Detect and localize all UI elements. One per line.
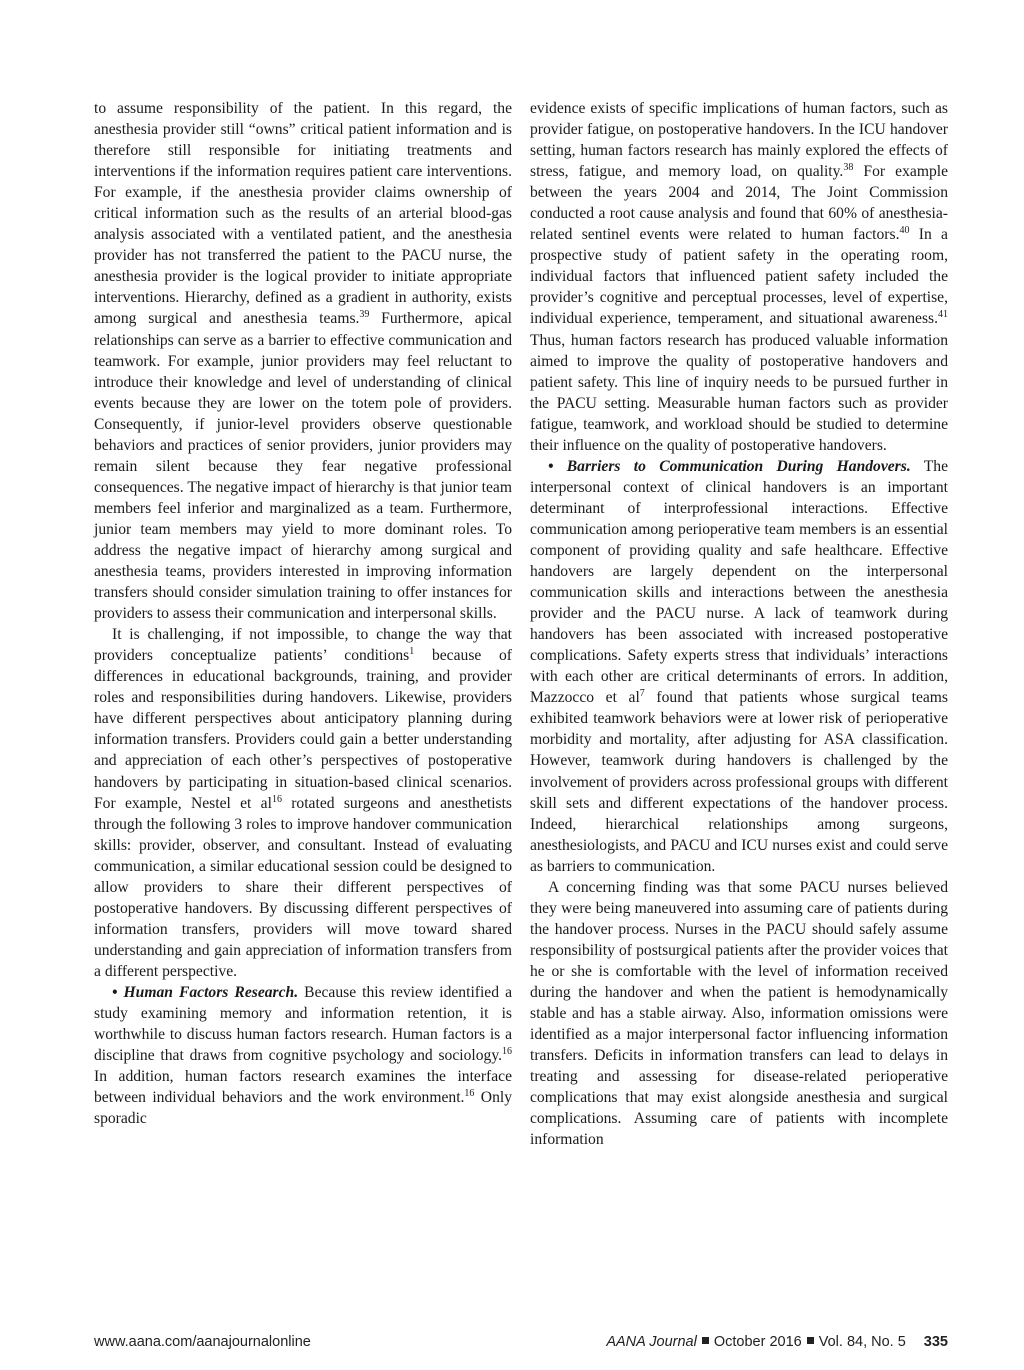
section-heading-barriers: • Barriers to Communication During Handovers. xyxy=(548,457,911,475)
citation-ref: 16 xyxy=(464,1088,475,1100)
right-column xyxy=(530,98,948,1150)
citation-ref: 16 xyxy=(271,793,282,805)
journal-name: AANA Journal xyxy=(606,1334,697,1350)
right-paragraph-3: A concerning finding was that some PACU nurses believed they were being maneuvered into assuming care of patients during the handover process. Nurses in the PACU should safely assume responsibility of postsurgical patients after the provider voices that he or she is comfortable with the level of information received during the handover and when the patient is hemodynamically stable and has a stable airway. Also, information omissions were identified as a major interpersonal factor influencing information transfers. Deficits in information transfers can lead to delays in treating and assessing for disease-related perioperative complications that may exist alongside anesthesia and surgical complications. Assuming care of patients with incomplete information xyxy=(530,878,948,1149)
left-paragraph-3: • Human Factors Research. Because this review identified a study examining memory and information retention, it is worthwhile to discuss human factors research. Human factors is a discipline that draws from cognitive psychology and sociology.$^{16}$ In addition, human factors research examines the interface between individual behaviors and the work environment.$^{16}$ Only sporadic xyxy=(94,983,512,1128)
section-heading-human-factors: • Human Factors Research. xyxy=(112,983,299,1001)
citation-ref: 1 xyxy=(409,646,415,658)
left-paragraph-2: It is challenging, if not impossible, to change the way that providers conceptualize patients’ conditions$^1$ because of differences in educational backgrounds, training, and provider roles and responsibilities during handovers. Likewise, providers have different perspectives about anticipatory planning during information transfers. Providers could gain a better understanding and appreciation of each other’s perspectives of postoperative handovers by participating in situation-based clinical scenarios. For example, Nestel et $al^{16}$ rotated surgeons and anesthetists through the following 3 roles to improve handover communication skills: provider, observer, and consultant. Instead of evaluating communication, a similar educational session could be designed to allow providers to share their different perspectives of postoperative handovers. By discussing different perspectives of information transfers, providers will move toward shared understanding and gain appreciation of information transfers from a different perspective. xyxy=(94,626,513,980)
issue-date: October 2016 xyxy=(713,1334,802,1350)
journal-url-link[interactable]: www.aana.com/aanajournalonline xyxy=(94,1334,311,1350)
citation-ref: 41 xyxy=(938,309,948,321)
square-bullet-icon xyxy=(702,1337,709,1344)
square-bullet-icon xyxy=(807,1337,814,1344)
citation-ref: 7 xyxy=(639,688,645,700)
left-paragraph-1: to assume responsibility of the patient. In this regard, the anesthesia provider still “owns” critical patient information and is therefore still responsible for initiating treatments and interventions if the information requires patient care interventions. For example, if the anesthesia provider claims ownership of critical information such as the results of an arterial blood-gas analysis associated with a ventilated patient, and the anesthesia provider has not transferred the patient to the PACU nurse, the anesthesia provider is the logical provider to initiate appropriate interventions. Hierarchy, defined as a gradient in authority, exists among surgical and anesthesia teams.$^{39}$ Furthermore, apical relationships can serve as a barrier to effective communication and teamwork. For example, junior providers may feel reluctant to introduce their knowledge and level of understanding of clinical events because they are lower on the totem pole of providers. Consequently, if junior-level providers observe questionable behaviors and practices of senior providers, junior providers may remain silent because they fear negative professional consequences. The negative impact of hierarchy is that junior team members feel inferior and marginalized as a team. Furthermore, junior team members may yield to more dominant roles. To address the negative impact of hierarchy among surgical and anesthesia teams, providers interested in improving information transfers should consider simulation training to offer instances for providers to assess their communication and interpersonal skills. xyxy=(94,100,513,623)
page-footer xyxy=(94,1334,948,1354)
volume-number: Vol. 84, No. 5 xyxy=(818,1334,906,1350)
citation-ref: 16 xyxy=(502,1046,512,1058)
left-column xyxy=(94,98,512,1129)
citation-ref: 38 xyxy=(843,162,854,174)
citation-ref: 40 xyxy=(899,225,910,237)
citation-ref: 39 xyxy=(359,309,370,321)
right-paragraph-1: evidence exists of specific implications of human factors, such as provider fatigue, on postoperative handovers. In the ICU handover setting, human factors research has mainly explored the effects of stress, fatigue, and memory load, on quality.$^{38}$ For example between the years 2004 and 2014, The Joint Commission conducted a root cause analysis and found that 60% of anesthesia-related sentinel events were related to human factors.$^{40}$ In a prospective study of patient safety in the operating room, individual factors that influenced patient safety included the provider’s cognitive and perceptual processes, level of expertise, individual experience, temperament, and situational awareness.$^{41}$ Thus, human factors research has produced valuable information aimed to improve the quality of postoperative handovers and patient safety. This line of inquiry needs to be pursued further in the PACU setting. Measurable human factors such as provider fatigue, teamwork, and workload should be studied to determine their influence on the quality of postoperative handovers. xyxy=(530,100,948,454)
page-number: 335 xyxy=(923,1334,948,1350)
right-paragraph-2: • Barriers to Communication During Handovers. The interpersonal context of clinical handovers is an important determinant of interprofessional interactions. Effective communication among perioperative team members is an essential component of providing quality and safe healthcare. Effective handovers are largely dependent on the interpersonal communication skills and interactions between the anesthesia provider and the PACU nurse. A lack of teamwork during handovers has been associated with increased postoperative complications. Safety experts stress that individuals’ interactions with each other are critical determinants of errors. In addition, Mazzocco et $al^7$ found that patients whose surgical teams exhibited teamwork behaviors were at lower risk of perioperative morbidity and mortality, after adjusting for ASA classification. However, teamwork during handovers is challenged by the involvement of providers across professional groups with different skill sets and different expectations of the handover process. Indeed, hierarchical relationships among surgeons, anesthesiologists, and PACU and ICU nurses exist and could serve as barriers to communication. xyxy=(530,457,948,875)
journal-info xyxy=(606,1334,948,1350)
